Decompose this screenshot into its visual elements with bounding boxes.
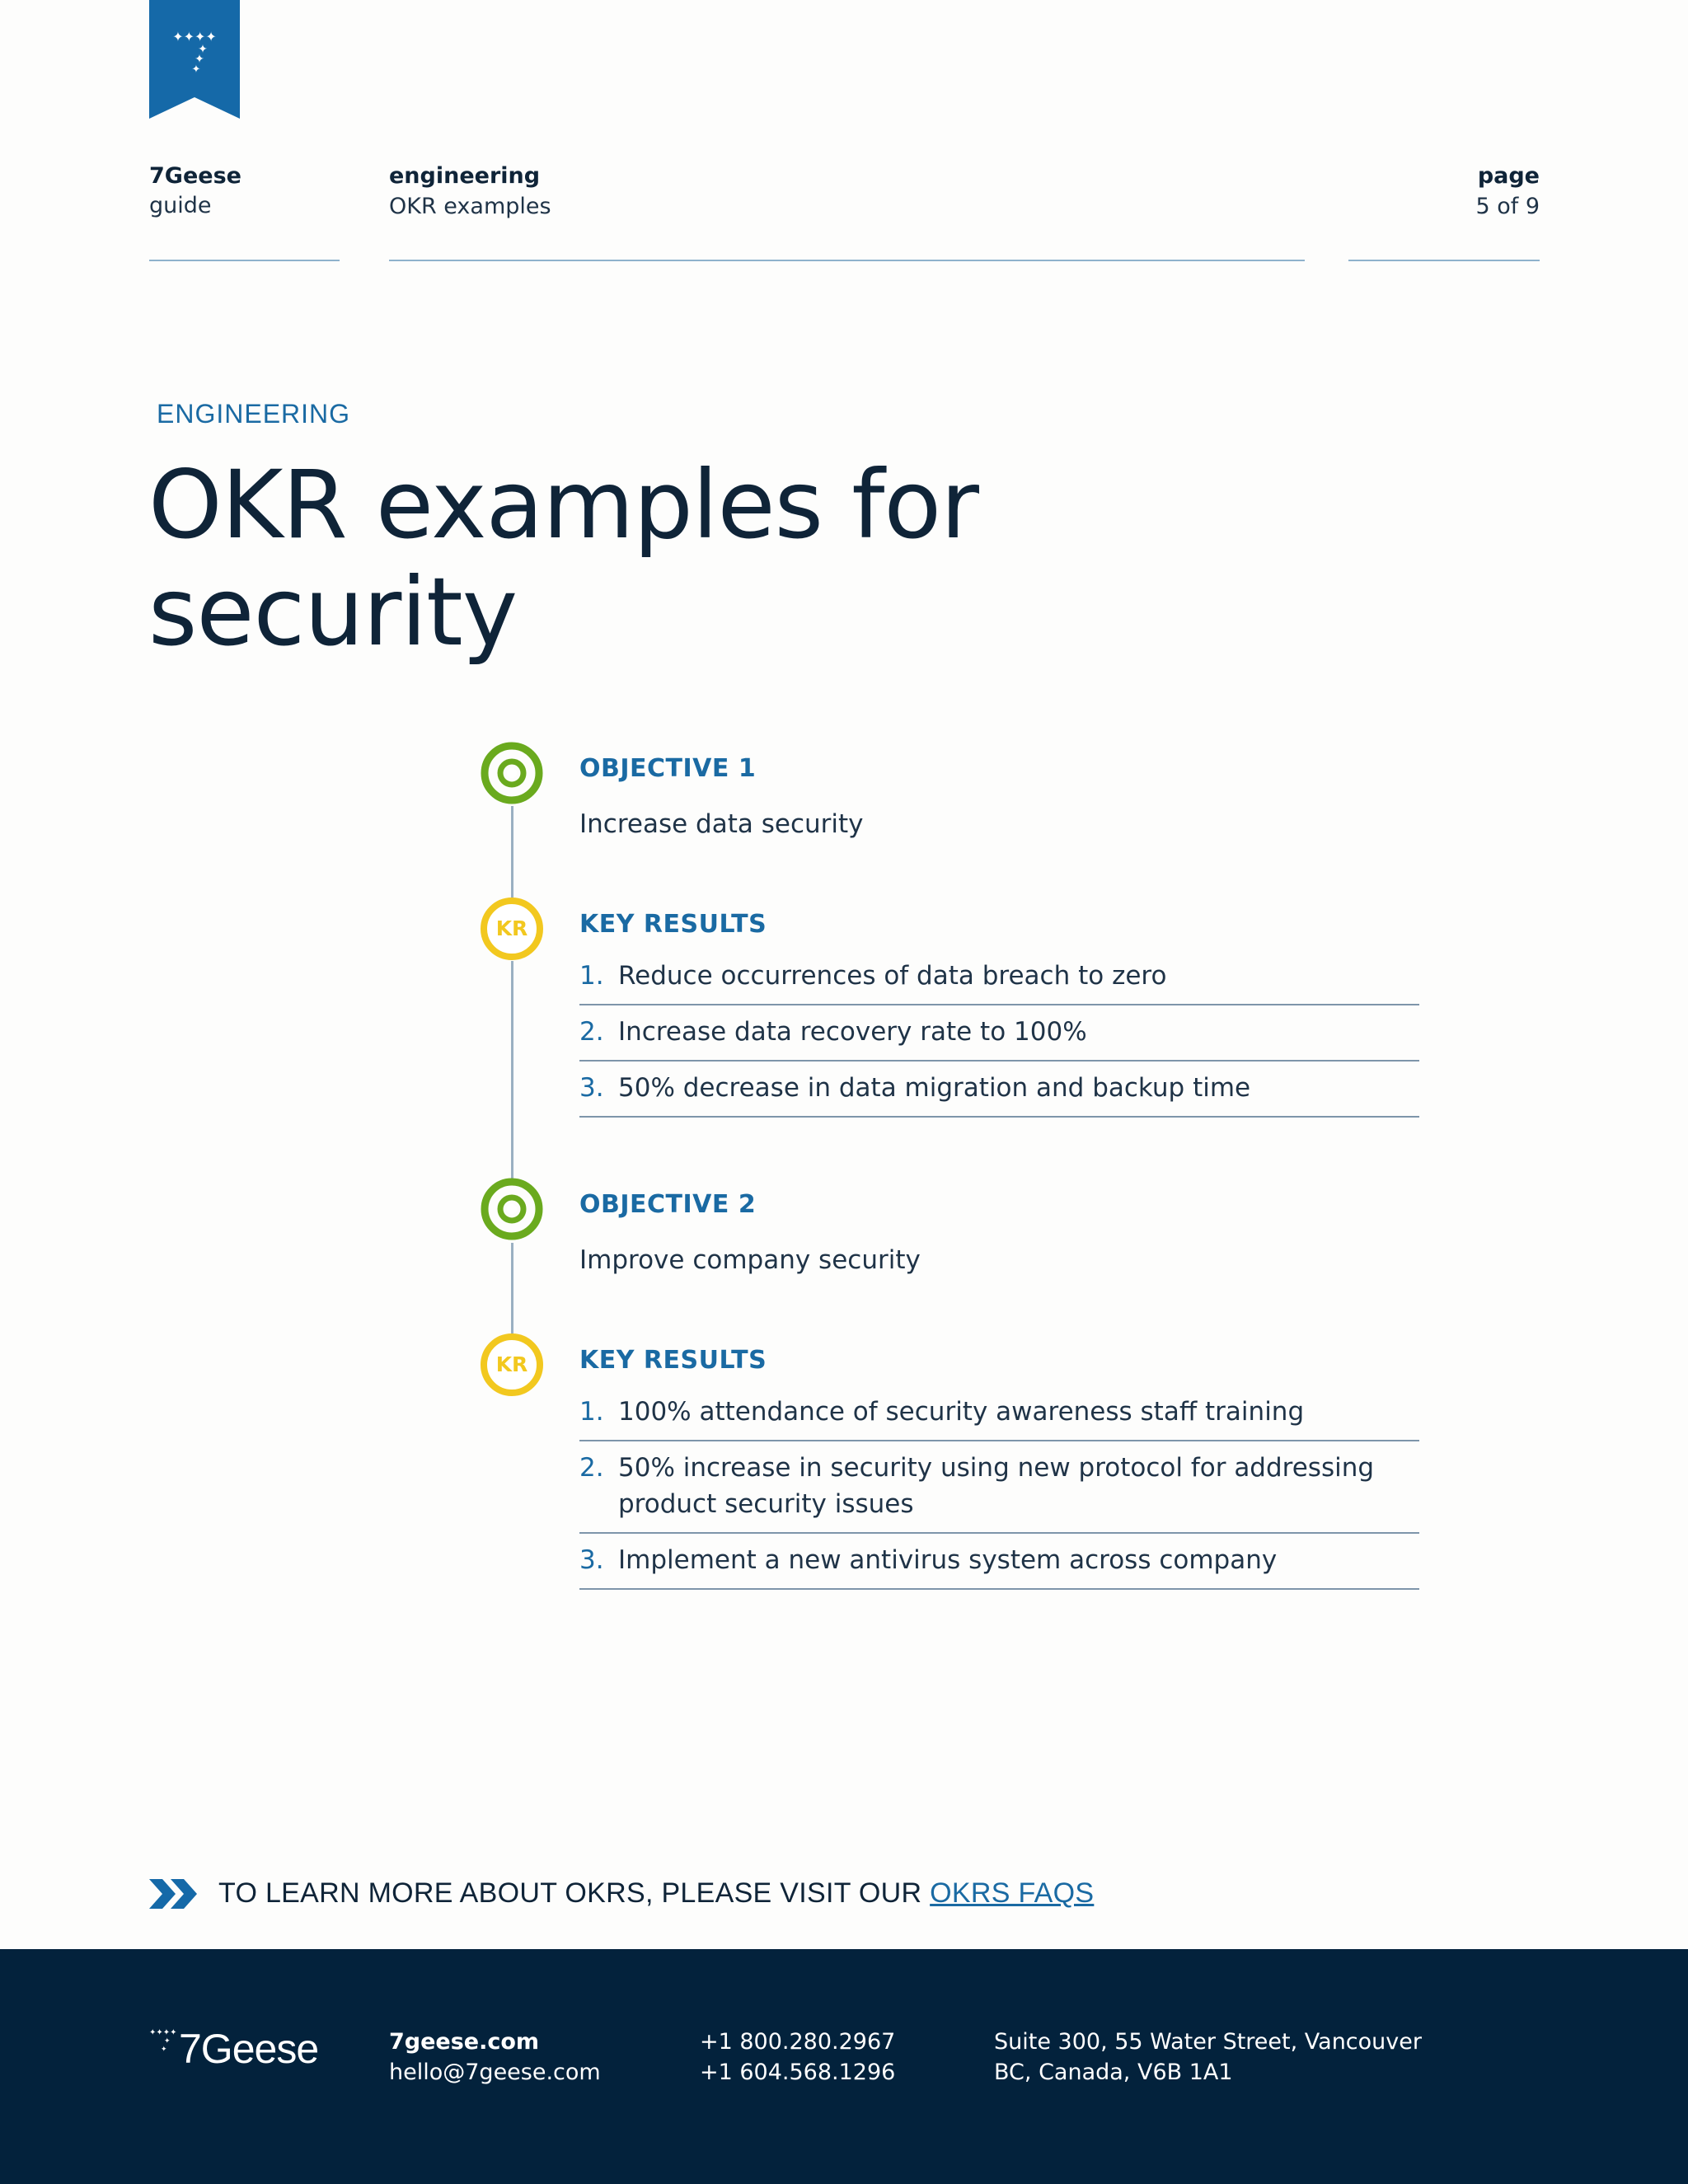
timeline-connector	[511, 806, 513, 898]
section-eyebrow: ENGINEERING	[157, 399, 351, 429]
svg-text:✦: ✦	[161, 2046, 167, 2054]
list-item	[579, 1441, 1419, 1534]
key-results-2-label: KEY RESULTS	[579, 1346, 767, 1375]
key-results-2-list	[579, 1385, 1419, 1590]
header-section-sub: OKR examples	[389, 194, 551, 219]
list-item	[579, 1062, 1419, 1118]
header-rule-right	[1348, 260, 1540, 261]
kr-number: 3.	[579, 1545, 604, 1575]
footer-address-line-1: Suite 300, 55 Water Street, Vancouver	[994, 2029, 1422, 2055]
kr-number: 2.	[579, 1017, 604, 1047]
footer-logo	[149, 2025, 318, 2073]
footer-address-line-2: BC, Canada, V6B 1A1	[994, 2060, 1233, 2085]
svg-text:✦: ✦	[198, 43, 208, 56]
footer-website[interactable]: 7geese.com	[389, 2029, 540, 2055]
header-doc-type: guide	[149, 193, 212, 218]
list-item	[579, 949, 1419, 1005]
objective-2-label: OBJECTIVE 2	[579, 1190, 757, 1219]
svg-text:✦: ✦	[195, 53, 204, 66]
timeline-connector	[511, 1243, 513, 1335]
kr-number: 1.	[579, 1397, 604, 1427]
objective-1-label: OBJECTIVE 1	[579, 754, 757, 783]
double-chevron-icon	[149, 1879, 202, 1909]
footer-phone-2: +1 604.568.1296	[700, 2060, 896, 2085]
kr-text: 50% decrease in data migration and backup time	[618, 1073, 1251, 1103]
cta-prefix: TO LEARN MORE ABOUT OKRS, PLEASE VISIT OUR	[218, 1877, 931, 1909]
footer-phone-1: +1 800.280.2967	[700, 2029, 896, 2055]
kr-number: 1.	[579, 961, 604, 991]
header-section: engineering	[389, 163, 541, 189]
kr-text: 50% increase in security using new protocol for addressing product security issues	[618, 1453, 1375, 1519]
svg-text:✦: ✦	[164, 2037, 171, 2046]
key-results-icon	[480, 1333, 544, 1397]
okrs-faqs-link[interactable]: OKRS FAQS	[930, 1877, 1095, 1909]
footer-logo-text: 7Geese	[179, 2026, 319, 2072]
cta-text	[218, 1877, 1094, 1910]
kr-badge-text: KR	[495, 1352, 528, 1376]
header-rule-middle	[389, 260, 1305, 261]
page-title-line-1: OKR examples for	[148, 450, 978, 560]
target-icon	[480, 741, 544, 805]
kr-badge-text: KR	[495, 916, 528, 940]
page-title	[148, 452, 978, 666]
header-page-value: 5 of 9	[1475, 194, 1540, 219]
header-page-label: page	[1477, 163, 1540, 189]
header-brand: 7Geese	[149, 163, 241, 189]
list-item	[579, 1005, 1419, 1062]
key-results-1-label: KEY RESULTS	[579, 910, 767, 939]
kr-number: 3.	[579, 1073, 604, 1103]
kr-text: Reduce occurrences of data breach to zero	[618, 961, 1167, 991]
kr-text: Increase data recovery rate to 100%	[618, 1017, 1087, 1047]
kr-text: Implement a new antivirus system across company	[618, 1545, 1278, 1575]
objective-2-text: Improve company security	[579, 1245, 921, 1275]
kr-text: 100% attendance of security awareness staff training	[618, 1397, 1305, 1427]
footer-email[interactable]: hello@7geese.com	[389, 2060, 601, 2085]
timeline-connector	[511, 961, 513, 1179]
target-icon	[480, 1177, 544, 1241]
header-rule-left	[149, 260, 340, 261]
key-results-icon	[480, 897, 544, 961]
svg-text:✦: ✦	[191, 63, 201, 76]
page-title-line-2: security	[148, 557, 518, 667]
list-item	[579, 1385, 1419, 1441]
svg-text:✦✦✦✦: ✦✦✦✦	[172, 29, 217, 45]
objective-1-text: Increase data security	[579, 809, 864, 839]
kr-number: 2.	[579, 1453, 604, 1483]
learn-more-cta	[149, 1877, 1094, 1910]
bookmark-logo-icon	[149, 0, 240, 119]
geese-stars-icon	[149, 2025, 179, 2058]
svg-text:✦✦✦✦: ✦✦✦✦	[149, 2028, 177, 2037]
footer	[0, 1949, 1688, 2184]
key-results-1-list	[579, 949, 1419, 1118]
list-item	[579, 1534, 1419, 1590]
